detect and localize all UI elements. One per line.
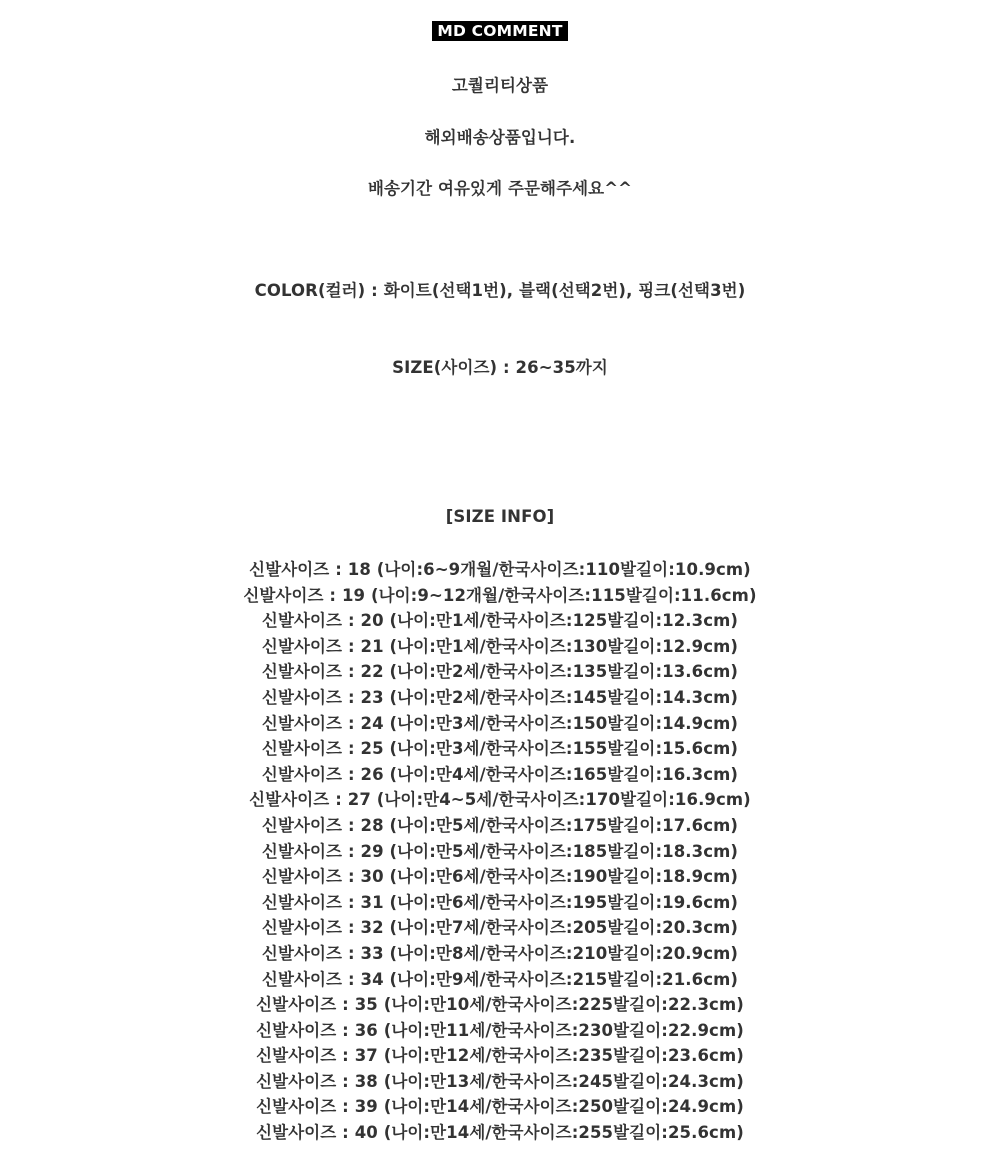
size-row: 신발사이즈 : 39 (나이:만14세/한국사이즈:250발길이:24.9cm) [256, 1097, 744, 1117]
size-row: 신발사이즈 : 21 (나이:만1세/한국사이즈:130발길이:12.9cm) [261, 636, 739, 656]
md-comment-badge: MD COMMENT [432, 21, 567, 41]
size-row: 신발사이즈 : 35 (나이:만10세/한국사이즈:225발길이:22.3cm) [256, 995, 744, 1015]
size-info-title: [SIZE INFO] [445, 507, 555, 526]
size-info-list [0, 557, 1000, 1146]
size-row: 신발사이즈 : 29 (나이:만5세/한국사이즈:185발길이:18.3cm) [261, 841, 739, 861]
overseas-shipping-note: 해외배송상품입니다. [424, 128, 576, 147]
color-options: COLOR(컬러) : 화이트(선택1번), 블랙(선택2번), 핑크(선택3번) [254, 281, 746, 300]
size-row: 신발사이즈 : 36 (나이:만11세/한국사이즈:230발길이:22.9cm) [256, 1020, 744, 1040]
shipping-time-note: 배송기간 여유있게 주문해주세요^^ [367, 179, 633, 198]
size-row: 신발사이즈 : 32 (나이:만7세/한국사이즈:205발길이:20.3cm) [261, 918, 739, 938]
size-row: 신발사이즈 : 18 (나이:6~9개월/한국사이즈:110발길이:10.9cm) [249, 560, 751, 579]
size-row: 신발사이즈 : 19 (나이:9~12개월/한국사이즈:115발길이:11.6cm) [243, 585, 757, 605]
size-row: 신발사이즈 : 38 (나이:만13세/한국사이즈:245발길이:24.3cm) [256, 1071, 744, 1091]
size-row: 신발사이즈 : 23 (나이:만2세/한국사이즈:145발길이:14.3cm) [261, 687, 739, 707]
size-row: 신발사이즈 : 37 (나이:만12세/한국사이즈:235발길이:23.6cm) [256, 1046, 744, 1066]
size-row: 신발사이즈 : 33 (나이:만8세/한국사이즈:210발길이:20.9cm) [261, 943, 739, 963]
quality-note: 고퀄리티상품 [451, 76, 549, 95]
size-row: 신발사이즈 : 27 (나이:만4~5세/한국사이즈:170발길이:16.9cm) [249, 790, 751, 810]
size-row: 신발사이즈 : 25 (나이:만3세/한국사이즈:155발길이:15.6cm) [261, 739, 739, 759]
size-row: 신발사이즈 : 26 (나이:만4세/한국사이즈:165발길이:16.3cm) [261, 764, 739, 784]
md-comment-header [0, 21, 1000, 41]
size-row: 신발사이즈 : 24 (나이:만3세/한국사이즈:150발길이:14.9cm) [261, 713, 739, 733]
size-row: 신발사이즈 : 28 (나이:만5세/한국사이즈:175발길이:17.6cm) [261, 815, 739, 835]
size-row: 신발사이즈 : 20 (나이:만1세/한국사이즈:125발길이:12.3cm) [261, 611, 739, 631]
size-row: 신발사이즈 : 40 (나이:만14세/한국사이즈:255발길이:25.6cm) [256, 1123, 744, 1143]
size-range: SIZE(사이즈) : 26~35까지 [392, 358, 608, 377]
size-row: 신발사이즈 : 30 (나이:만6세/한국사이즈:190발길이:18.9cm) [261, 867, 739, 887]
size-row: 신발사이즈 : 22 (나이:만2세/한국사이즈:135발길이:13.6cm) [261, 662, 739, 682]
size-row: 신발사이즈 : 31 (나이:만6세/한국사이즈:195발길이:19.6cm) [261, 892, 739, 912]
size-row: 신발사이즈 : 34 (나이:만9세/한국사이즈:215발길이:21.6cm) [261, 969, 739, 989]
